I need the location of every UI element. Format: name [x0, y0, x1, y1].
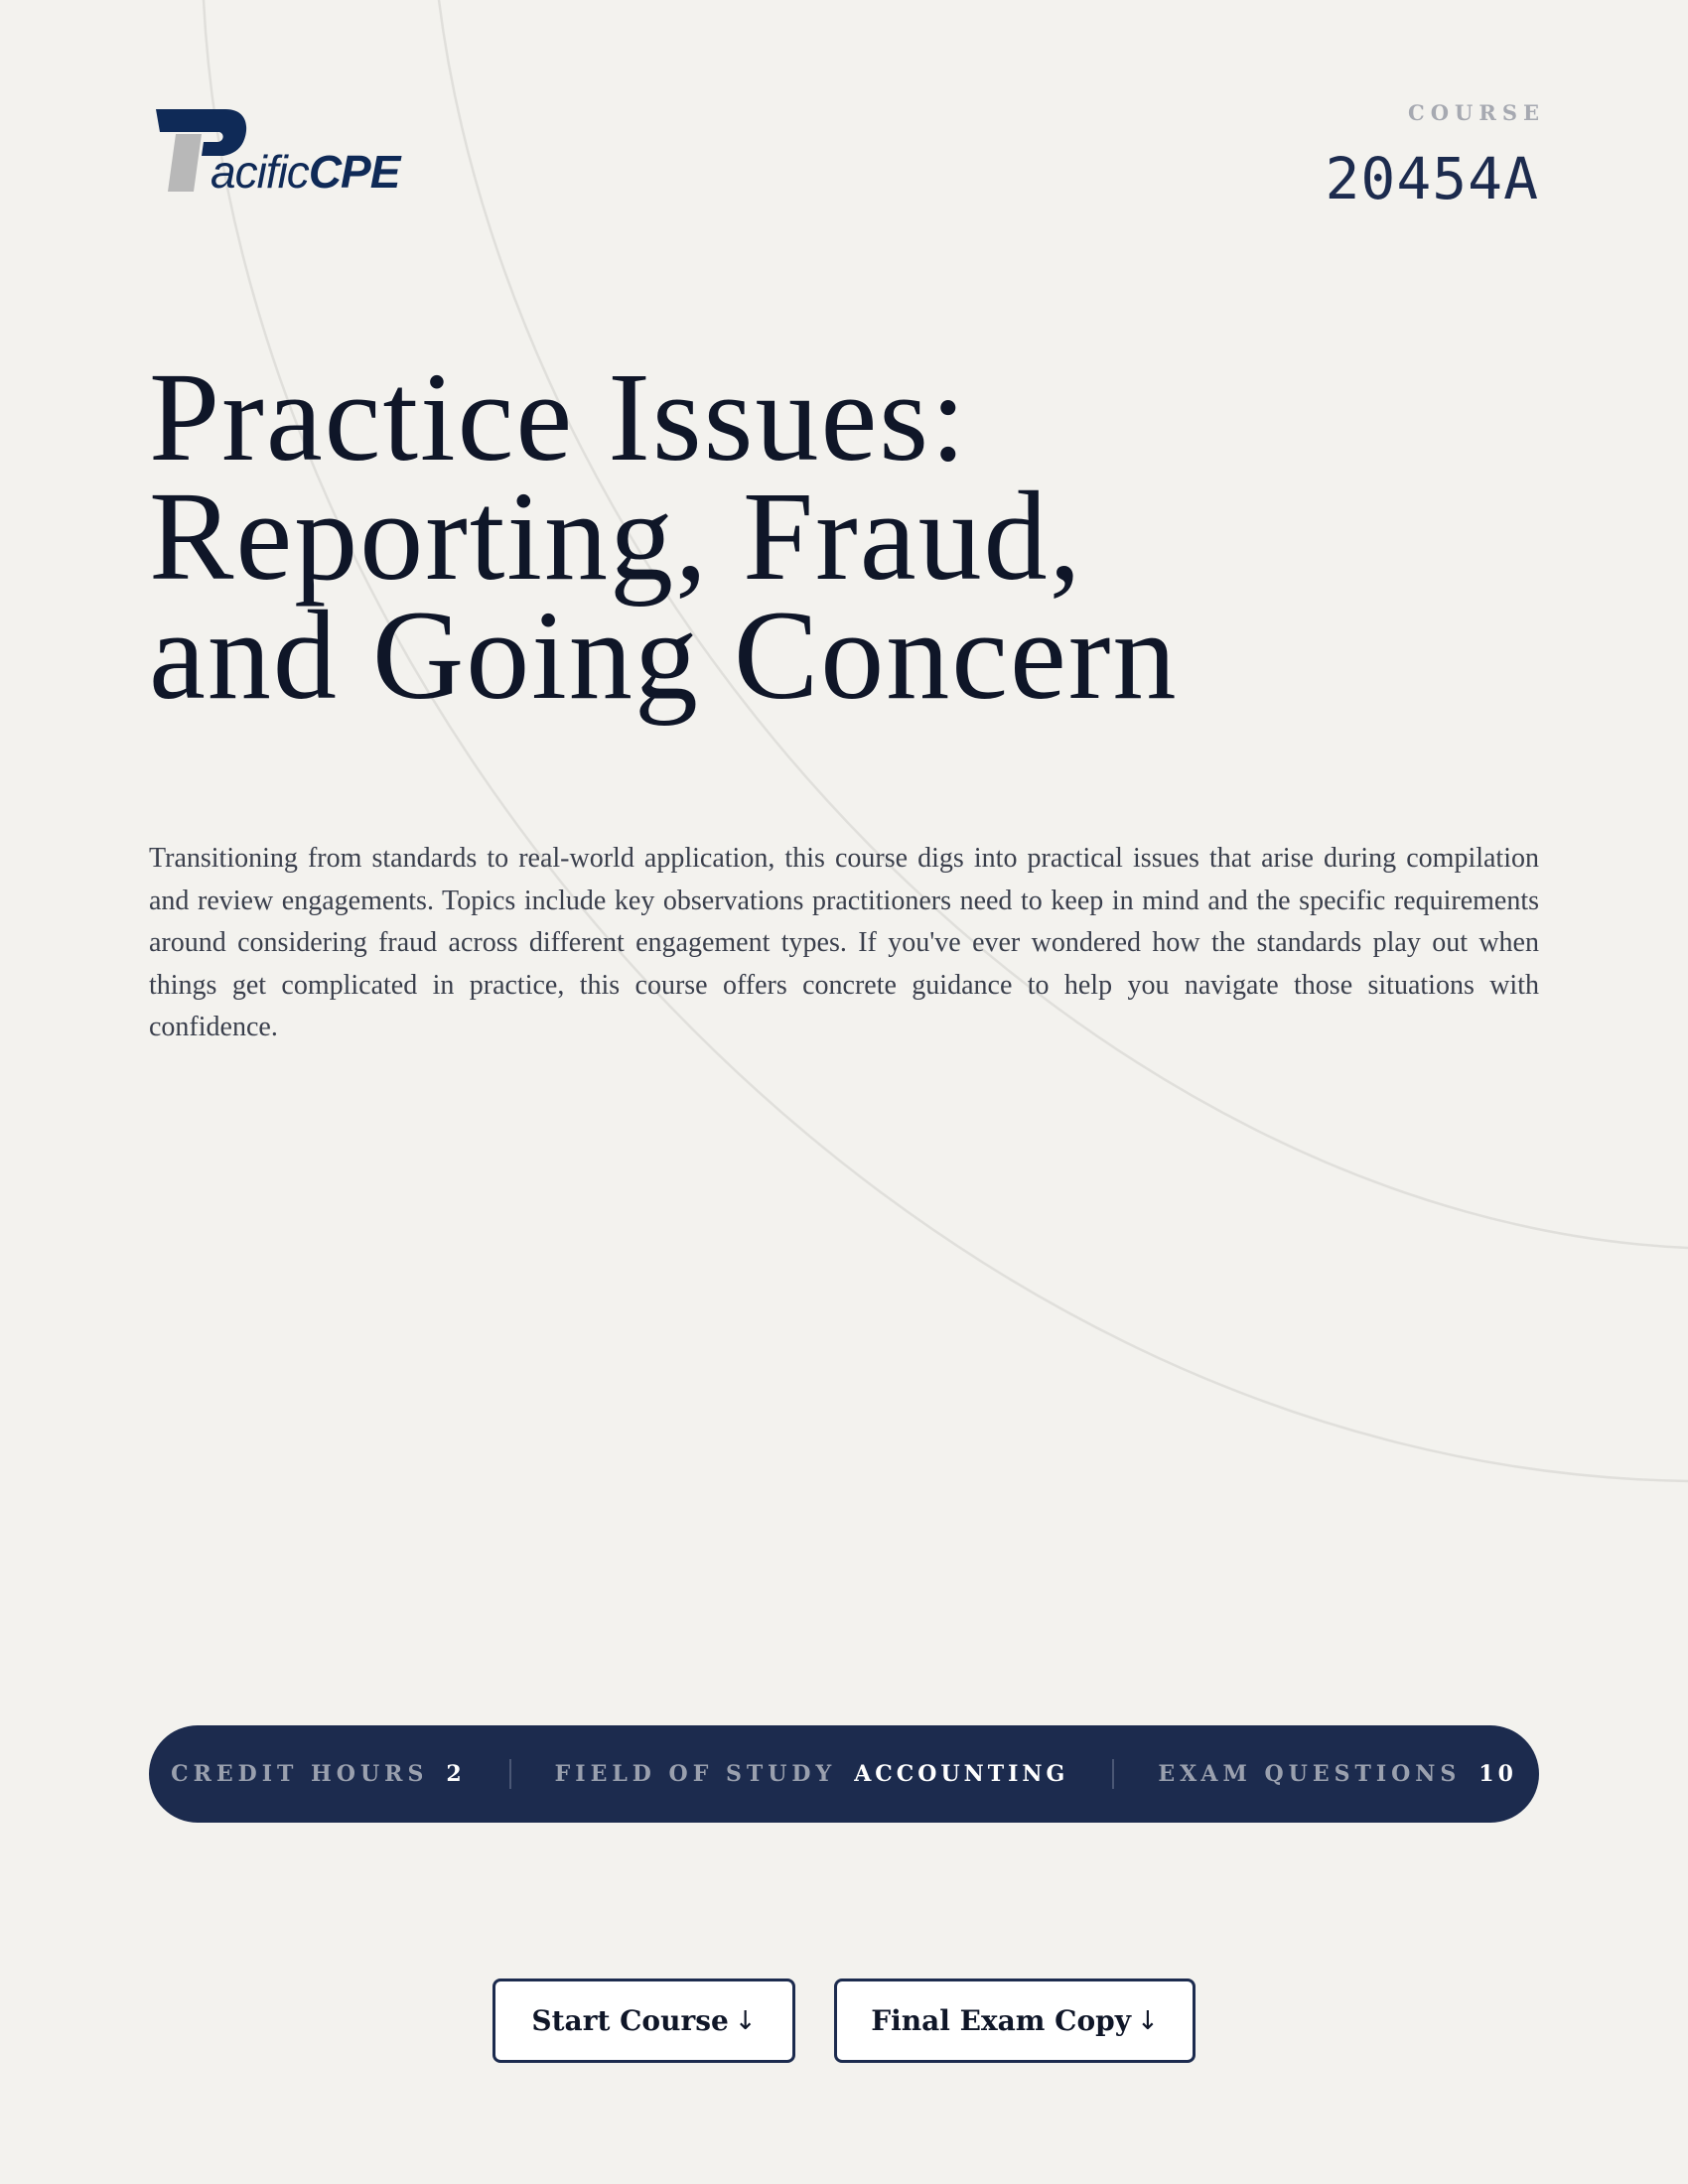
course-info-bar	[149, 1725, 1539, 1823]
logo-wordmark	[211, 145, 399, 199]
course-description: Transitioning from standards to real-world application, this course digs into practical issues that arise during compilation and review engagements. Topics include key observations practitioners need to keep in mind and the specific requirements around considering fraud across different engagement types. If you've ever wondered how the standards play out when things get complicated in practice, this course offers concrete guidance to help you navigate those situations with confidence.	[149, 843, 1539, 1042]
credit-hours-value: 2	[446, 1761, 466, 1787]
logo-text-cpe: CPE	[308, 146, 400, 198]
field-of-study-value: ACCOUNTING	[854, 1761, 1069, 1787]
logo-text-pacific: acific	[211, 146, 309, 198]
title-line: Practice Issues:	[149, 346, 968, 487]
field-of-study-label: FIELD OF STUDY	[554, 1761, 837, 1787]
field-of-study-group	[555, 1761, 1069, 1787]
final-exam-copy-label: Final Exam Copy	[871, 2004, 1131, 2037]
title-line: Reporting, Fraud,	[149, 466, 1083, 607]
start-course-button[interactable]	[492, 1979, 795, 2063]
exam-questions-value: 10	[1478, 1761, 1517, 1787]
final-exam-copy-button[interactable]	[834, 1979, 1196, 2063]
credit-hours-group	[171, 1761, 466, 1787]
arrow-down-icon: ↓	[1136, 2005, 1159, 2036]
info-divider	[1112, 1759, 1114, 1789]
exam-questions-group	[1158, 1761, 1517, 1787]
arrow-down-icon: ↓	[734, 2005, 757, 2036]
title-line: and Going Concern	[149, 585, 1179, 726]
course-label: COURSE	[1408, 100, 1545, 125]
info-divider	[509, 1759, 511, 1789]
exam-questions-label: EXAM QUESTIONS	[1158, 1761, 1462, 1787]
course-code: 20454A	[1325, 145, 1539, 212]
page-title	[149, 346, 1179, 726]
credit-hours-label: CREDIT HOURS	[171, 1761, 429, 1787]
start-course-label: Start Course	[531, 2004, 729, 2037]
